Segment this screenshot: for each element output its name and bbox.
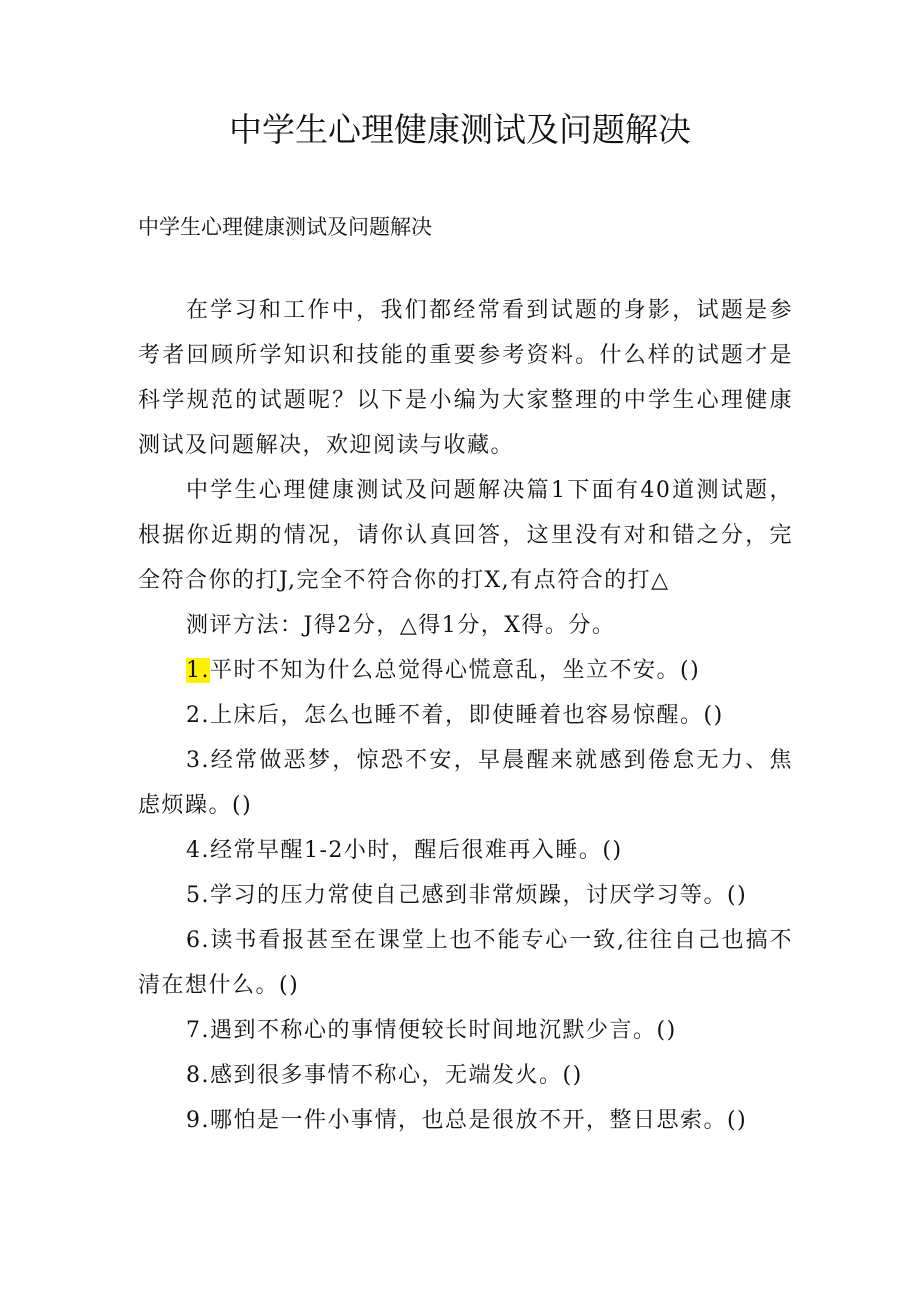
question-number: 3: [186, 748, 202, 773]
question-text: .学习的压力常使自己感到非常烦躁，讨厌学习等。(): [201, 883, 748, 908]
document-body: [138, 288, 793, 1143]
question-item: [138, 648, 793, 693]
question-number: 7: [186, 1018, 202, 1043]
question-item: [138, 693, 793, 738]
question-number: 9: [186, 1108, 202, 1133]
question-number: 4: [186, 838, 202, 863]
question-number: 6: [186, 928, 202, 953]
intro-paragraph: 在学习和工作中，我们都经常看到试题的身影，试题是参考者回顾所学知识和技能的重要参考资料。什么样的试题才是科学规范的试题呢？以下是小编为大家整理的中学生心理健康测试及问题解决，欢迎阅读与收藏。: [138, 298, 793, 458]
document-title: 中学生心理健康测试及问题解决: [229, 110, 691, 149]
document-subtitle: 中学生心理健康测试及问题解决: [138, 215, 432, 239]
scoring-paragraph: 测评方法：J得2分，△得1分，X得。分。: [186, 613, 616, 638]
question-item: [138, 918, 793, 1008]
question-text: .上床后，怎么也睡不着，即使睡着也容易惊醒。(): [201, 703, 724, 728]
question-text: .经常做恶梦，惊恐不安，早晨醒来就感到倦怠无力、焦虑烦躁。(): [138, 748, 793, 818]
question-item: [138, 1098, 793, 1143]
question-item: [138, 1053, 793, 1098]
lead-paragraph: 中学生心理健康测试及问题解决篇1下面有40道测试题，根据你近期的情况，请你认真回答，这里没有对和错之分，完全符合你的打J,完全不符合你的打X,有点符合的打△: [138, 478, 793, 593]
question-number-highlight: 1.: [186, 658, 210, 683]
question-text: .感到很多事情不称心，无端发火。(): [201, 1063, 583, 1088]
question-number: 5: [186, 883, 202, 908]
question-text: .读书看报甚至在课堂上也不能专心一致,往往自己也搞不清在想什么。(): [138, 928, 793, 998]
question-number: 2: [186, 703, 202, 728]
question-item: [138, 738, 793, 828]
question-item: [138, 828, 793, 873]
question-text: .哪怕是一件小事情，也总是很放不开，整日思索。(): [201, 1108, 748, 1133]
question-number: 8: [186, 1063, 202, 1088]
question-text: .遇到不称心的事情便较长时间地沉默少言。(): [201, 1018, 677, 1043]
question-item: [138, 1008, 793, 1053]
question-item: [138, 873, 793, 918]
question-text: 平时不知为什么总觉得心慌意乱，坐立不安。(): [210, 658, 701, 683]
question-text: .经常早醒1-2小时，醒后很难再入睡。(): [201, 838, 623, 863]
